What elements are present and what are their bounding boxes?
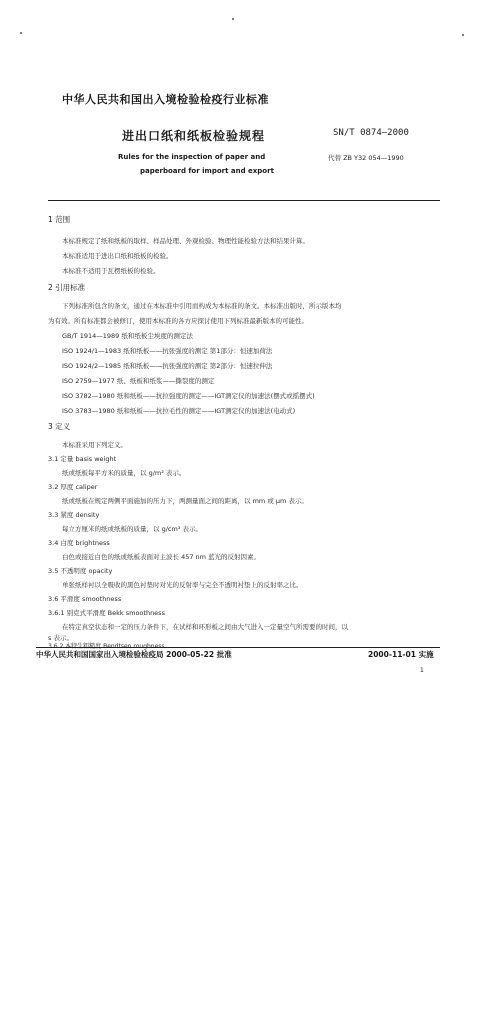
text-line: s 表示。 bbox=[48, 634, 73, 642]
effective-date: 2000-11-01 实施 bbox=[368, 650, 434, 659]
text-line: 3.3 紧度 density bbox=[48, 511, 100, 519]
document-title: 进出口纸和纸板检验规程 bbox=[122, 129, 266, 143]
text-line: 下列标准所包含的条文，通过在本标准中引用而构成为本标准的条文。本标准出版时，所示版本均 bbox=[62, 302, 342, 310]
text-line: 在特定真空状态和一定的压力条件下，在试样和环形板之间由大气进入一定量空气所需要的时间，以 bbox=[62, 623, 348, 631]
footer-divider bbox=[36, 647, 440, 648]
text-line: 本标准适用于进出口纸和纸板的检验。 bbox=[62, 252, 173, 260]
text-line: 3.1 定量 basis weight bbox=[48, 455, 117, 463]
section-heading: 1 范围 bbox=[48, 215, 71, 224]
text-line: 纸或纸板在规定两侧平面施加的压力下，两测量面之间的距离，以 mm 或 μm 表示。 bbox=[62, 497, 308, 505]
standard-organization: 中华人民共和国出入境检验检疫行业标准 bbox=[62, 93, 269, 106]
page-number: 1 bbox=[420, 667, 424, 674]
text-line: ISO 1924/2—1985 纸和纸板——抗张强度的测定 第2部分：恒速拉伸法 bbox=[62, 362, 273, 370]
section-heading: 2 引用标准 bbox=[48, 283, 86, 292]
standard-code: SN/T 0874—2000 bbox=[333, 128, 409, 138]
replaces-standard: 代替 ZB Y32 054—1990 bbox=[328, 154, 404, 162]
text-line: 3.2 厚度 caliper bbox=[48, 483, 98, 491]
text-line: 3.6 平滑度 smoothness bbox=[48, 595, 122, 603]
text-line: ISO 1924/1—1983 纸和纸板——抗张强度的测定 第1部分：恒速加荷法 bbox=[62, 347, 273, 355]
text-line: 3.6.1 别克式平滑度 Bekk smoothness bbox=[48, 609, 165, 617]
text-line: 为有效。所有标准都会被修订，使用本标准的各方应探讨使用下列标准最新版本的可能性。 bbox=[48, 317, 308, 325]
section-heading: 3 定义 bbox=[48, 422, 71, 431]
text-line: ISO 3783—1980 纸和纸板——抗拉毛性的测定——IGT测定仪的加速法(电动式) bbox=[62, 407, 296, 415]
approval-issuer: 中华人民共和国国家出入境检验检疫局 2000-05-22 批准 bbox=[36, 650, 232, 659]
header-divider bbox=[48, 200, 440, 201]
text-line: 本标准规定了纸和纸板的取样、样品处理、外观检验、物理性能检验方法和结果计算。 bbox=[62, 237, 309, 245]
text-line: ISO 3782—1980 纸和纸板——抗拉强度的测定——IGT测定仪的加速法(摆式或摇摆式) bbox=[62, 392, 315, 400]
text-line: 单张纸样衬以全吸收的黑色衬垫时对光的反射率与完全不透明衬垫上的反射率之比。 bbox=[62, 581, 303, 589]
text-line: ISO 2759—1977 纸、纸板和纸浆——撕裂度的测定 bbox=[62, 377, 215, 385]
english-title-line-1: Rules for the inspection of paper and bbox=[118, 153, 266, 161]
text-line: 每立方厘米的纸或纸板的质量，以 g/cm³ 表示。 bbox=[62, 525, 202, 533]
text-line: 3.5 不透明度 opacity bbox=[48, 567, 113, 575]
text-line: 纸或纸板每平方米的质量，以 g/m² 表示。 bbox=[62, 469, 186, 477]
text-line: 3.4 白度 brightness bbox=[48, 539, 110, 547]
english-title-line-2: paperboard for import and export bbox=[140, 167, 274, 175]
text-line: 白色或接近白色的纸或纸板表面对主波长 457 nm 蓝光的反射因素。 bbox=[62, 553, 261, 561]
text-line: 3.6.2 本特生粗糙度 Bendtsen roughness bbox=[48, 643, 165, 650]
text-line: GB/T 1914—1989 纸和纸板尘埃度的测定法 bbox=[62, 332, 193, 340]
text-line: 本标准不适用于瓦楞纸板的检验。 bbox=[62, 267, 160, 275]
text-line: 本标准采用下列定义。 bbox=[62, 441, 127, 449]
